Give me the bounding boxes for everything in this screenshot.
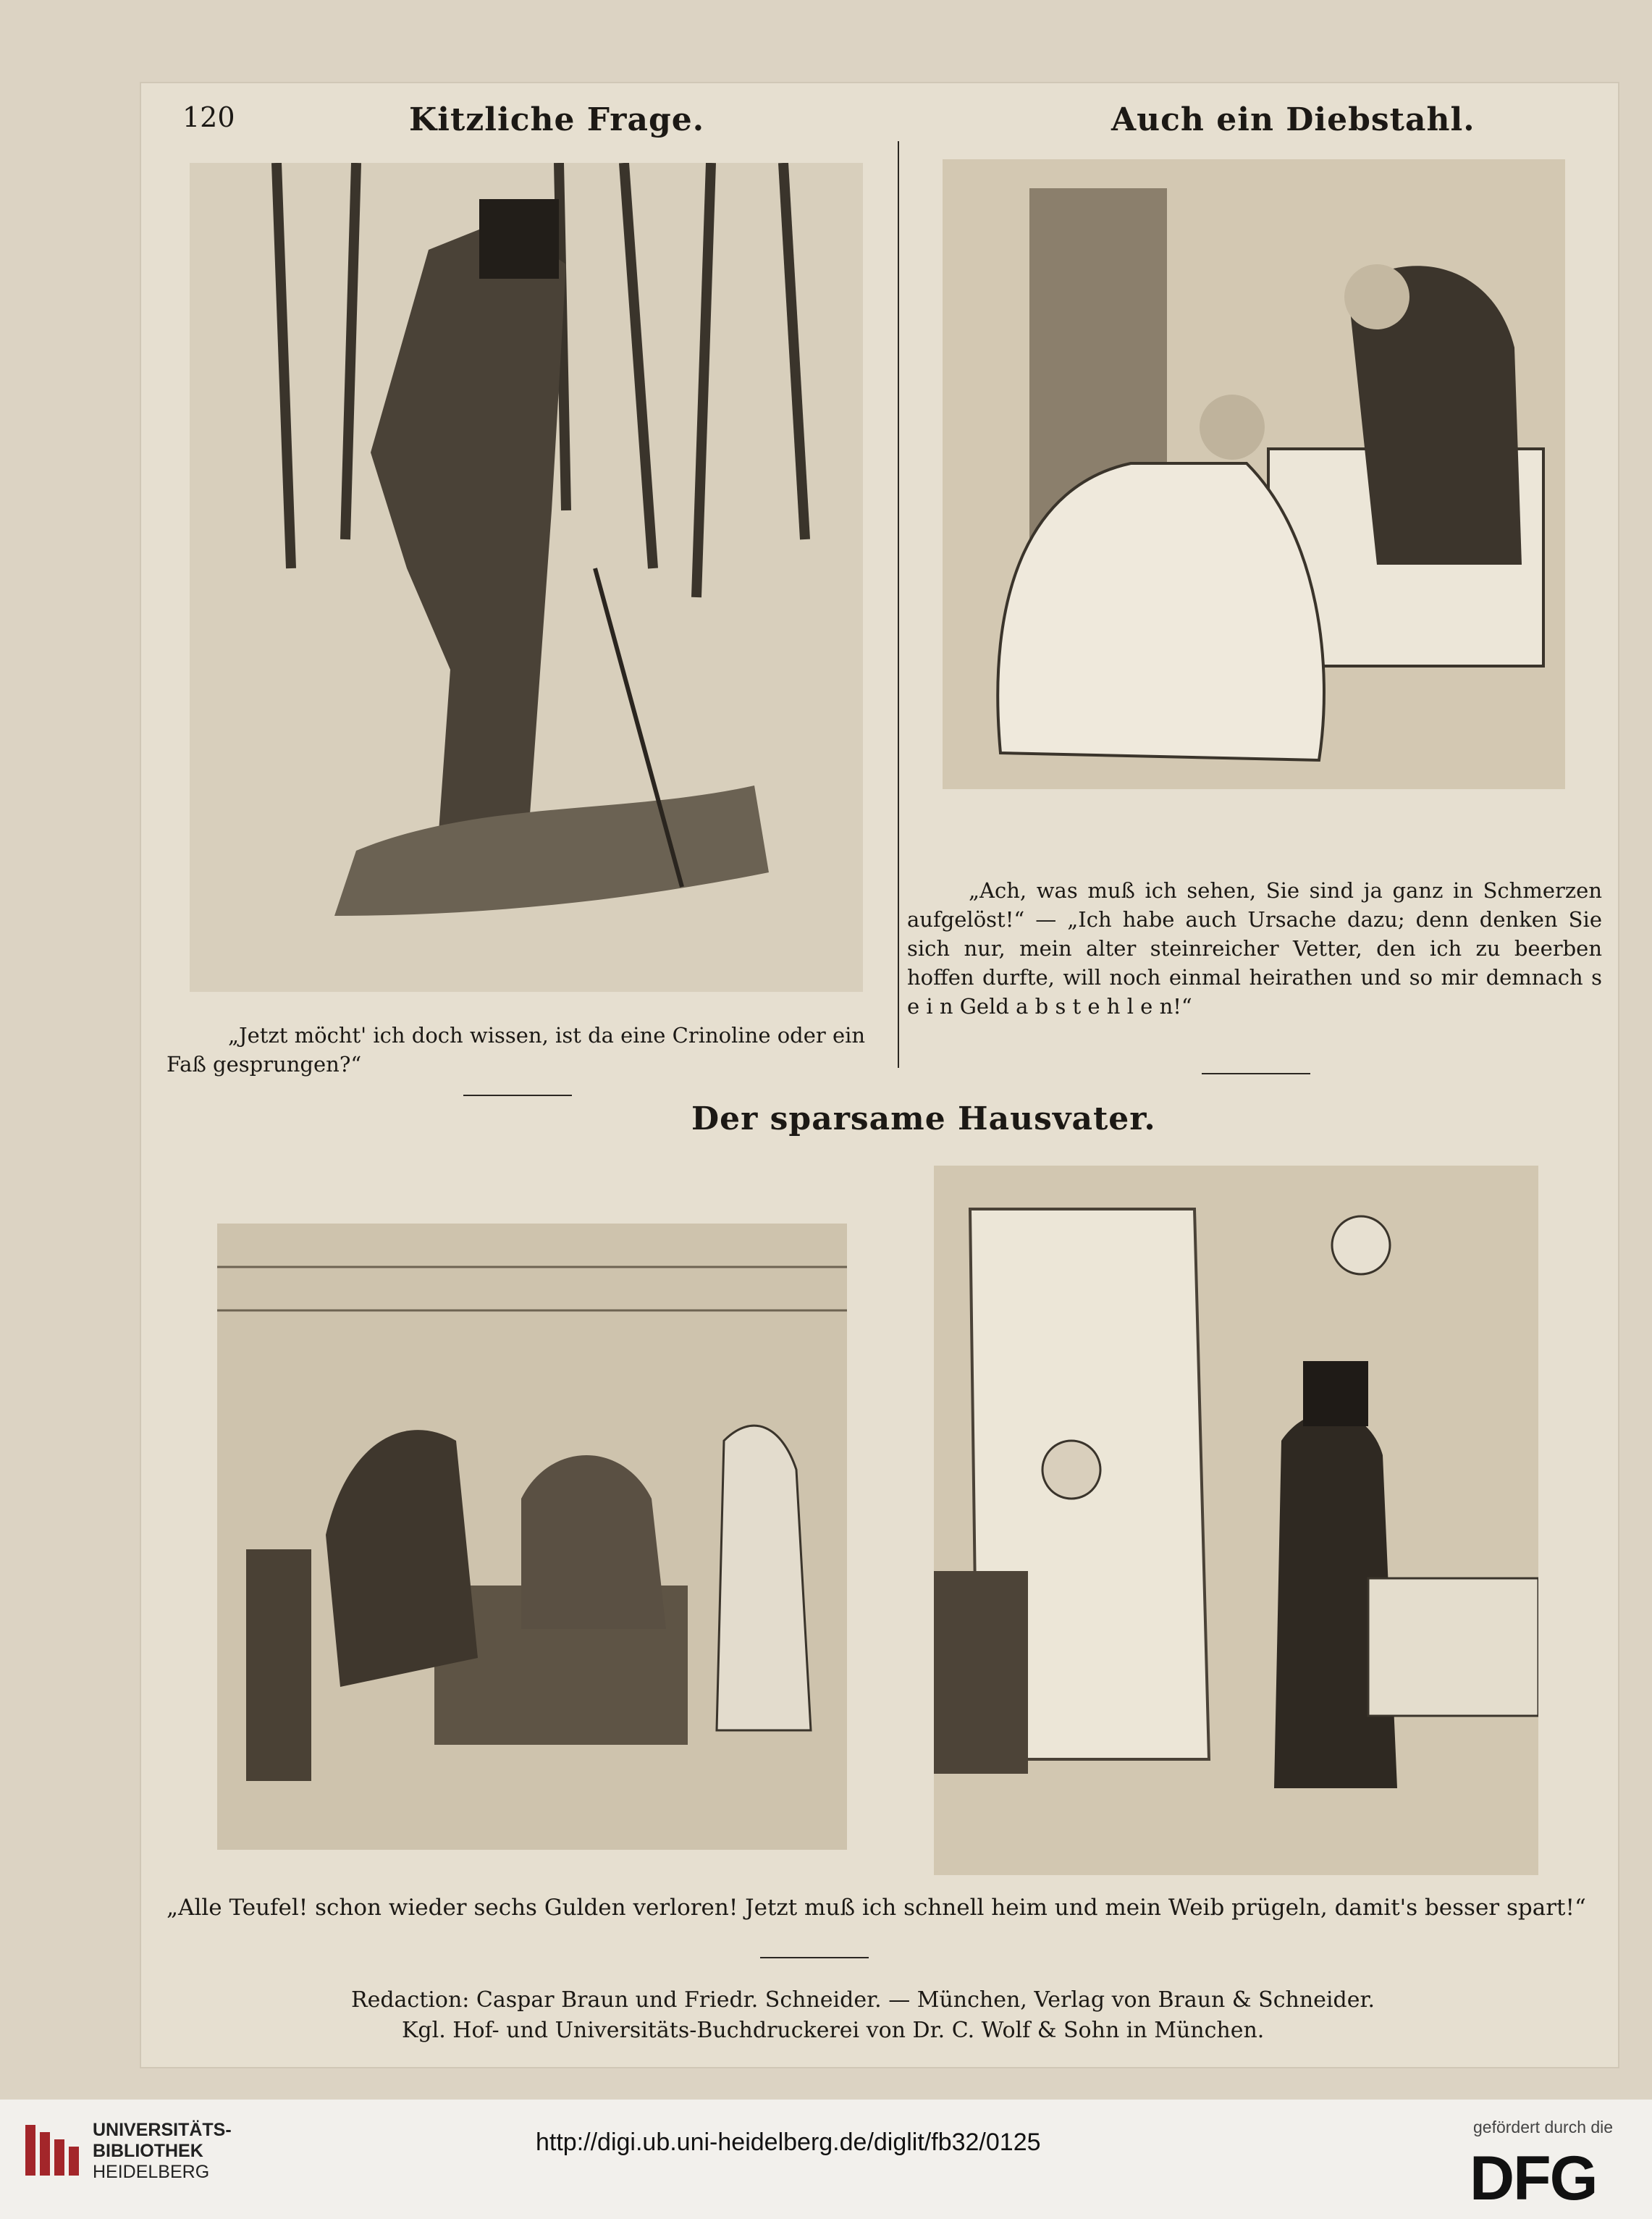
imprint-redaction: Redaction: Caspar Braun und Friedr. Schneider. — München, Verlag von Braun & Schneider. — [351, 1987, 1375, 2013]
source-url-link[interactable]: http://digi.ub.uni-heidelberg.de/diglit/fb32/0125 — [536, 2129, 1041, 2156]
caption-kitzliche-frage: „Jetzt möcht' ich doch wissen, ist da eine Crinoline oder ein Faß gesprungen?“ — [167, 1023, 866, 1077]
caption-der-sparsame-hausvater: „Alle Teufel! schon wieder sechs Gulden verloren! Jetzt muß ich schnell heim und mein Weib prügeln, damit's besser spart!“ — [167, 1895, 1586, 1921]
library-logo-icon — [18, 2118, 87, 2186]
illustration-husband-returning-home — [934, 1166, 1538, 1875]
sponsor-label: gefördert durch die — [1473, 2118, 1614, 2136]
library-name — [93, 2120, 232, 2183]
illustration-man-with-broken-crinoline — [190, 163, 863, 992]
title-kitzliche-frage: Kitzliche Frage. — [409, 101, 705, 138]
library-name-line1: UNIVERSITÄTS- — [93, 2120, 232, 2140]
separator-imprint — [760, 1957, 869, 1958]
caption-auch-ein-diebstahl: „Ach, was muß ich sehen, Sie sind ja ganz in Schmerzen aufgelöst!“ — „Ich habe auch Ursache dazu; denn denken Sie sich nur, mein alter steinreicher Vetter, den ich zu beerben hoffen durfte, will noch einmal heirathen und so mir demnach s e i n Geld a b s t e h l e n!“ — [907, 878, 1602, 1019]
column-divider — [898, 141, 899, 1068]
title-der-sparsame-hausvater: Der sparsame Hausvater. — [691, 1100, 1156, 1137]
illustration-card-players-tavern — [217, 1224, 847, 1850]
separator-left — [463, 1095, 572, 1096]
page-number: 120 — [182, 101, 235, 133]
dfg-logo: DFG — [1470, 2144, 1597, 2213]
title-auch-ein-diebstahl: Auch ein Diebstahl. — [1111, 101, 1475, 138]
library-name-line3: HEIDELBERG — [93, 2162, 210, 2182]
library-name-line2: BIBLIOTHEK — [93, 2141, 203, 2161]
imprint-printer: Kgl. Hof- und Universitäts-Buchdruckerei von Dr. C. Wolf & Sohn in München. — [402, 2018, 1265, 2043]
digitization-footer — [0, 2100, 1652, 2219]
separator-right — [1202, 1073, 1310, 1074]
illustration-weeping-woman-at-table — [943, 159, 1565, 789]
